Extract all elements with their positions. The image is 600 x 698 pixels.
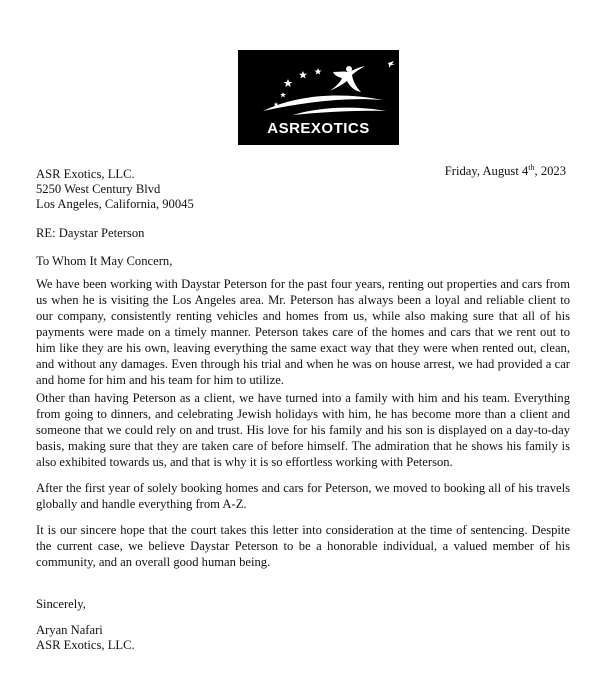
logo-star — [280, 92, 286, 97]
body-paragraph: It is our sincere hope that the court takes this letter into consideration at the time of sentencing. Despite the current case, we believe Daystar Peterson to be a honorable individual, a valued member of his community, and an overall good human being. — [36, 523, 570, 569]
body-paragraph: Other than having Peterson as a client, we have turned into a family with him and his team. Everything from going to dinners, and celebrating Jewish holidays with him, he has become more than a client and someone that we could rely on and trust. His love for his family and his son is displayed on a day-to-day basis, making sure that they are taken care of before himself. The admiration that he shows his family is also exhibited towards us, and that is why it is so effortless working with Peterson. — [36, 391, 570, 469]
company-logo — [238, 50, 399, 145]
salutation: To Whom It May Concern, — [36, 254, 173, 268]
sender-company: ASR Exotics, LLC. — [36, 167, 135, 181]
logo-plane — [388, 61, 395, 68]
closing: Sincerely, — [36, 597, 86, 611]
sender-street: 5250 West Century Blvd — [36, 182, 161, 196]
logo-text: ASREXOTICS — [267, 120, 370, 137]
letter-date: Friday, August 4th, 2023 — [444, 162, 566, 178]
logo-star — [314, 68, 321, 75]
sender-city: Los Angeles, California, 90045 — [36, 197, 194, 211]
signature-company: ASR Exotics, LLC. — [36, 638, 135, 652]
logo-star — [284, 79, 293, 87]
logo-swoosh — [293, 108, 386, 115]
signature-name: Aryan Nafari — [36, 623, 103, 637]
body-paragraph: After the first year of solely booking homes and cars for Peterson, we moved to booking all of his travels globally and handle everything from A-Z. — [36, 481, 570, 511]
body-paragraph: We have been working with Daystar Peterson for the past four years, renting out properties and cars from us when he is visiting the Los Angeles area. Mr. Peterson has always been a loyal and reliable client to our company, consistently renting vehicles and homes from us, while also making sure that all of his payments were made on a timely manner. Peterson takes care of the homes and cars that we rent out to him like they are his own, leaving everything the same exact way that they were when rented out, clean, and without any damages. Even through his trial and when he was on house arrest, we had provided a car and home for him and his team for him to utilize. — [36, 277, 570, 387]
logo-star — [299, 71, 307, 79]
re-line: RE: Daystar Peterson — [36, 226, 145, 240]
